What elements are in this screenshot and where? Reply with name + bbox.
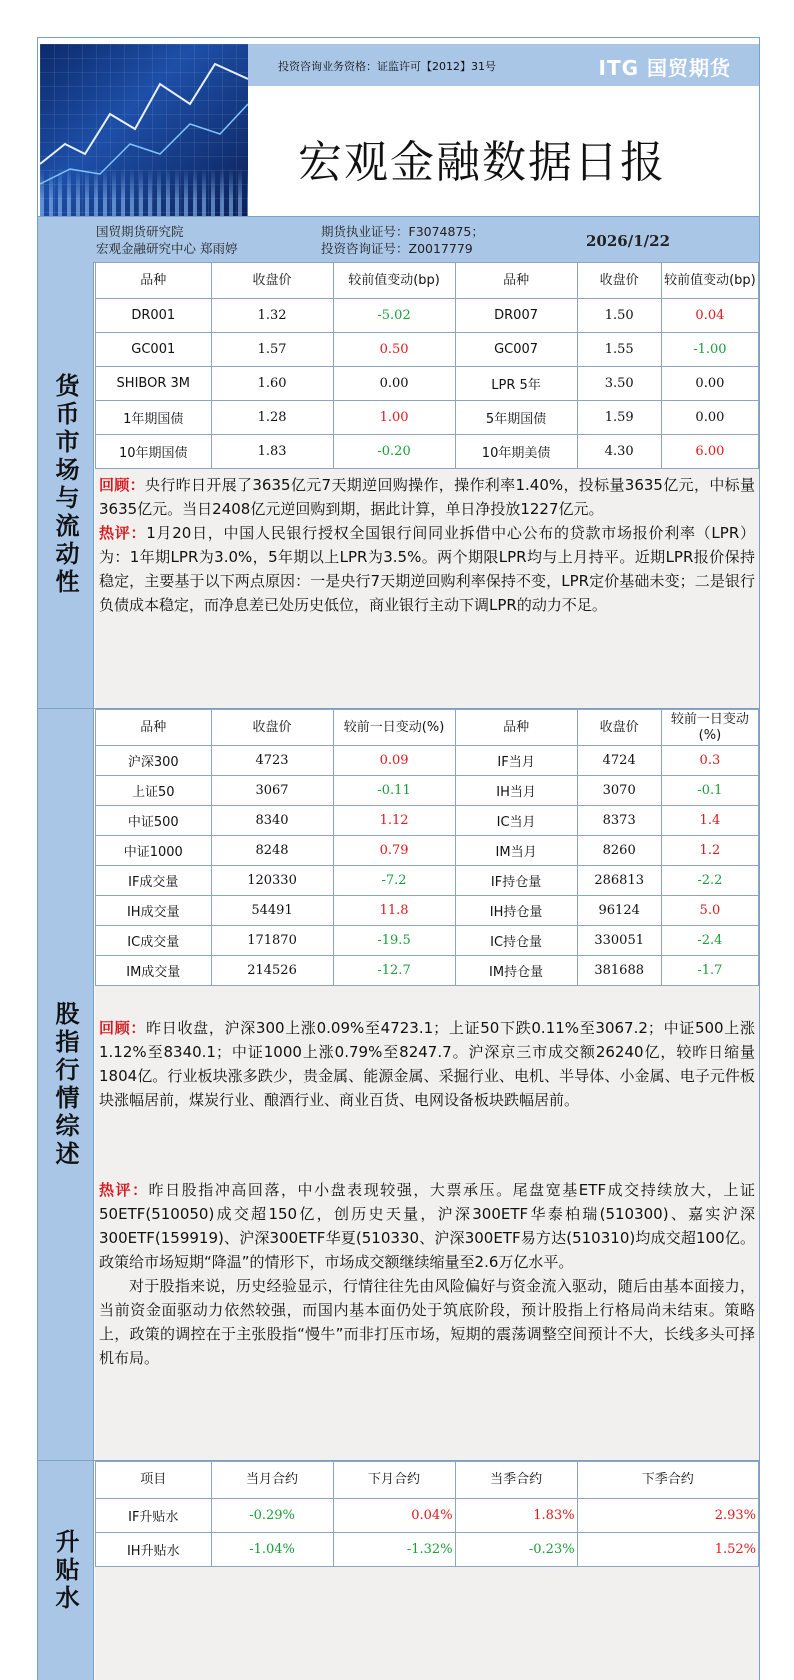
current-quarter-basis: -0.23% (455, 1533, 577, 1567)
table-row (96, 776, 759, 806)
close-price: 1.55 (577, 333, 661, 367)
next-month-basis: -1.32% (333, 1533, 455, 1567)
instrument-name: 10年期美债 (455, 435, 577, 469)
change-value: 1.12 (333, 806, 455, 836)
instrument-name: 中证1000 (96, 836, 212, 866)
table-row (96, 1499, 759, 1533)
change-value: -0.20 (333, 435, 455, 469)
change-value: -5.02 (333, 299, 455, 333)
table-row (96, 333, 759, 367)
next-quarter-basis: 2.93% (577, 1499, 758, 1533)
instrument-name: IM当月 (455, 836, 577, 866)
change-value: 1.4 (661, 806, 758, 836)
instrument-name: DR007 (455, 299, 577, 333)
column-header: 项目 (96, 1462, 212, 1499)
close-price: 286813 (577, 866, 661, 896)
instrument-name: IH持仓量 (455, 896, 577, 926)
change-value: -1.00 (661, 333, 758, 367)
instrument-name: 中证500 (96, 806, 212, 836)
basis-item-name: IF升贴水 (96, 1499, 212, 1533)
instrument-name: GC007 (455, 333, 577, 367)
column-header: 品种 (96, 263, 212, 299)
close-price: 1.57 (211, 333, 333, 367)
current-month-basis: -1.04% (211, 1533, 333, 1567)
instrument-name: DR001 (96, 299, 212, 333)
table-row (96, 367, 759, 401)
next-quarter-basis: 1.52% (577, 1533, 758, 1567)
close-price: 1.50 (577, 299, 661, 333)
report-page (37, 37, 760, 1680)
review-label: 回顾： (99, 1019, 147, 1037)
close-price: 4723 (211, 746, 333, 776)
instrument-name: IC持仓量 (455, 926, 577, 956)
table-header-row (96, 1462, 759, 1499)
instrument-name: 1年期国债 (96, 401, 212, 435)
money-market-comment (95, 521, 759, 617)
change-value: 11.8 (333, 896, 455, 926)
close-price: 120330 (211, 866, 333, 896)
column-header: 品种 (455, 263, 577, 299)
instrument-name: 5年期国债 (455, 401, 577, 435)
report-title: 宏观金融数据日报 (298, 137, 666, 188)
close-price: 1.32 (211, 299, 333, 333)
close-price: 3067 (211, 776, 333, 806)
column-header: 较前一日变动(%) (333, 710, 455, 746)
instrument-name: LPR 5年 (455, 367, 577, 401)
money-market-review (95, 473, 759, 521)
change-value: 0.00 (661, 367, 758, 401)
change-value: 0.3 (661, 746, 758, 776)
change-value: 1.2 (661, 836, 758, 866)
table-row (96, 806, 759, 836)
basis-table (95, 1461, 759, 1567)
review-text: 央行昨日开展了3635亿元7天期逆回购操作，操作利率1.40%，投标量3635亿元，中标量3635亿元。当日2408亿元逆回购到期，据此计算，单日净投放1227亿元。 (99, 476, 755, 518)
change-value: -12.7 (333, 956, 455, 986)
column-header: 品种 (455, 710, 577, 746)
instrument-name: 上证50 (96, 776, 212, 806)
table-row (96, 956, 759, 986)
column-header: 较前值变动(bp) (661, 263, 758, 299)
change-value: 0.00 (661, 401, 758, 435)
column-header: 收盘价 (211, 710, 333, 746)
change-value: 0.09 (333, 746, 455, 776)
column-header: 下月合约 (333, 1462, 455, 1499)
change-value: -19.5 (333, 926, 455, 956)
instrument-name: IC当月 (455, 806, 577, 836)
close-price: 381688 (577, 956, 661, 986)
column-header: 较前一日变动(%) (661, 710, 758, 746)
change-value: -2.4 (661, 926, 758, 956)
instrument-name: SHIBOR 3M (96, 367, 212, 401)
close-price: 3.50 (577, 367, 661, 401)
stock-index-review (95, 1016, 759, 1112)
basis-side-label (38, 1461, 94, 1680)
column-header: 下季合约 (577, 1462, 758, 1499)
change-value: -1.7 (661, 956, 758, 986)
institute-name: 国贸期货研究院 (96, 224, 184, 239)
author-info-bar (38, 216, 759, 263)
change-value: 0.50 (333, 333, 455, 367)
change-value: -0.1 (661, 776, 758, 806)
change-value: 0.00 (333, 367, 455, 401)
column-header: 收盘价 (211, 263, 333, 299)
change-value: 0.79 (333, 836, 455, 866)
current-month-basis: -0.29% (211, 1499, 333, 1533)
table-row (96, 926, 759, 956)
stock-index-side-label (38, 709, 94, 1460)
close-price: 8340 (211, 806, 333, 836)
column-header: 较前值变动(bp) (333, 263, 455, 299)
instrument-name: IM成交量 (96, 956, 212, 986)
change-value: 6.00 (661, 435, 758, 469)
instrument-name: IH成交量 (96, 896, 212, 926)
column-header: 收盘价 (577, 263, 661, 299)
table-row (96, 866, 759, 896)
brand-logo: ITG 国贸期货 (598, 56, 731, 80)
column-header: 收盘价 (577, 710, 661, 746)
close-price: 4724 (577, 746, 661, 776)
stock-index-outlook: 对于股指来说，历史经验显示，行情往往先由风险偏好与资金流入驱动，随后由基本面接力，当前资金面驱动力依然较强，而国内基本面仍处于筑底阶段，预计股指上行格局尚未结束。策略上，政策的调控在于主张股指“慢牛”而非打压市场，短期的震荡调整空间预计不大，长线多头可择机布局。 (99, 1277, 755, 1367)
close-price: 4.30 (577, 435, 661, 469)
money-market-title: 货币市场与流动性 (51, 373, 79, 597)
comment-text: 昨日股指冲高回落，中小盘表现较强，大票承压。尾盘宽基ETF成交持续放大，上证50ETF(510050)成交超150亿，创历史天量，沪深300ETF华泰柏瑞(510300)、嘉实沪深300ETF(159919)、沪深300ETF华夏(510330、沪深300ETF易方达(510310)均成交超100亿。政策给市场短期“降温”的情形下，市场成交额继续缩量至2.6万亿水平。 (99, 1181, 755, 1271)
close-price: 8248 (211, 836, 333, 866)
table-row (96, 401, 759, 435)
close-price: 8260 (577, 836, 661, 866)
basis-section (38, 1460, 759, 1680)
instrument-name: 10年期国债 (96, 435, 212, 469)
author-name: 宏观金融研究中心 郑雨婷 (96, 241, 238, 256)
stock-index-title: 股指行情综述 (51, 1000, 79, 1169)
table-row (96, 836, 759, 866)
change-value: -7.2 (333, 866, 455, 896)
instrument-name: IC成交量 (96, 926, 212, 956)
instrument-name: IF当月 (455, 746, 577, 776)
stock-index-section (38, 708, 759, 1460)
basis-item-name: IH升贴水 (96, 1533, 212, 1567)
comment-text: 1月20日，中国人民银行授权全国银行间同业拆借中心公布的贷款市场报价利率（LPR）为：1年期LPR为3.0%，5年期以上LPR为3.5%。两个期限LPR均与上月持平。近期LPR报价保持稳定，主要基于以下两点原因：一是央行7天期逆回购利率保持不变，LPR定价基础未变；二是银行负债成本稳定，而净息差已处历史低位，商业银行主动下调LPR的动力不足。 (99, 524, 755, 614)
review-text: 昨日收盘，沪深300上涨0.09%至4723.1；上证50下跌0.11%至3067.2；中证500上涨1.12%至8340.1；中证1000上涨0.79%至8247.7。沪深京三市成交额26240亿，较昨日缩量1804亿。行业板块涨多跌少，贵金属、能源金属、采掘行业、电机、半导体、小金属、电子元件板块涨幅居前，煤炭行业、酿酒行业、商业百货、电网设备板块跌幅居前。 (99, 1019, 755, 1109)
change-value: 0.04 (661, 299, 758, 333)
instrument-name: IM持仓量 (455, 956, 577, 986)
close-price: 54491 (211, 896, 333, 926)
table-row (96, 299, 759, 333)
stock-index-table (95, 709, 759, 986)
instrument-name: IH当月 (455, 776, 577, 806)
consult-cert: 投资咨询证号：Z0017779 (321, 241, 473, 256)
change-value: -2.2 (661, 866, 758, 896)
table-row (96, 435, 759, 469)
close-price: 8373 (577, 806, 661, 836)
table-row (96, 746, 759, 776)
stock-index-comment (95, 1178, 759, 1274)
close-price: 3070 (577, 776, 661, 806)
current-quarter-basis: 1.83% (455, 1499, 577, 1533)
change-value: -0.11 (333, 776, 455, 806)
column-header: 当月合约 (211, 1462, 333, 1499)
close-price: 1.59 (577, 401, 661, 435)
close-price: 214526 (211, 956, 333, 986)
column-header: 当季合约 (455, 1462, 577, 1499)
close-price: 1.60 (211, 367, 333, 401)
table-header-row (96, 710, 759, 746)
table-row (96, 896, 759, 926)
change-value: 1.00 (333, 401, 455, 435)
instrument-name: IF成交量 (96, 866, 212, 896)
basis-title: 升贴水 (51, 1529, 79, 1613)
license-text: 投资咨询业务资格：证监许可【2012】31号 (278, 60, 496, 73)
instrument-name: GC001 (96, 333, 212, 367)
close-price: 96124 (577, 896, 661, 926)
report-header (38, 38, 759, 228)
instrument-name: 沪深300 (96, 746, 212, 776)
column-header: 品种 (96, 710, 212, 746)
futures-cert: 期货执业证号：F3074875； (321, 224, 484, 239)
money-market-side-label (38, 262, 94, 708)
table-row (96, 1533, 759, 1567)
table-header-row (96, 263, 759, 299)
comment-label: 热评： (99, 524, 147, 542)
close-price: 1.28 (211, 401, 333, 435)
comment-label: 热评： (99, 1181, 149, 1199)
close-price: 1.83 (211, 435, 333, 469)
review-label: 回顾： (99, 476, 146, 494)
change-value: 5.0 (661, 896, 758, 926)
money-market-section (38, 262, 759, 708)
header-finance-image (40, 44, 248, 224)
close-price: 171870 (211, 926, 333, 956)
report-date: 2026/1/22 (586, 232, 671, 250)
close-price: 330051 (577, 926, 661, 956)
next-month-basis: 0.04% (333, 1499, 455, 1533)
money-market-table (95, 262, 759, 469)
instrument-name: IF持仓量 (455, 866, 577, 896)
